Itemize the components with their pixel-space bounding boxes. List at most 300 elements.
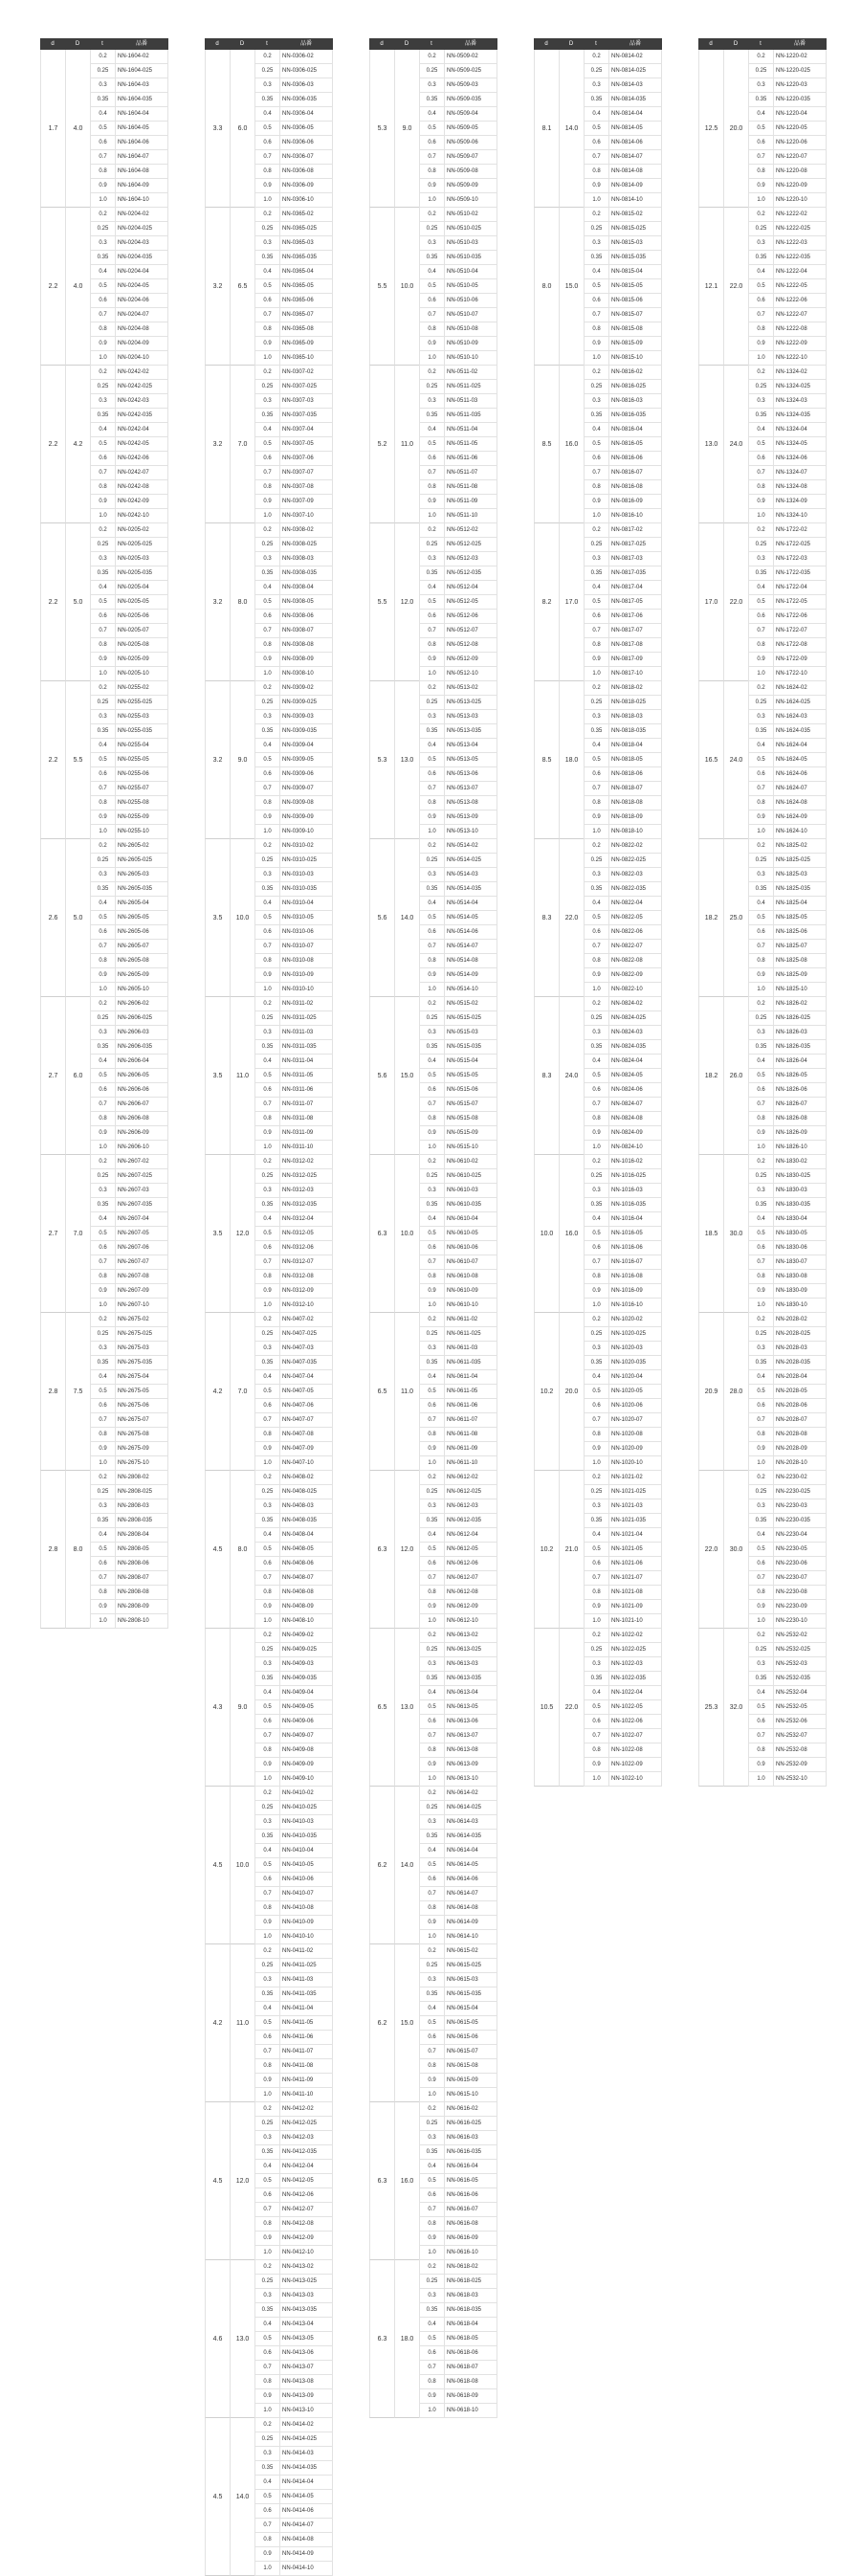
part-number-cell: NN-2028-05 — [773, 1385, 827, 1399]
part-number-cell: NN-0512-04 — [444, 581, 497, 595]
thickness-cell: 0.7 — [254, 1571, 279, 1586]
thickness-cell: 1.0 — [748, 983, 773, 997]
thickness-cell: 0.9 — [254, 1442, 279, 1456]
outer-diameter-cell: 17.0 — [559, 523, 584, 681]
inner-diameter-cell: 5.5 — [369, 208, 394, 366]
thickness-cell: 0.3 — [419, 2289, 444, 2303]
thickness-cell: 0.9 — [254, 337, 279, 351]
part-number-cell: NN-0409-02 — [279, 1629, 333, 1643]
part-number-cell: NN-1624-03 — [773, 710, 827, 724]
part-number-cell: NN-0255-025 — [115, 696, 168, 710]
part-number-cell: NN-0412-05 — [279, 2174, 333, 2188]
part-number-cell: NN-0413-10 — [279, 2404, 333, 2418]
thickness-cell: 0.3 — [254, 1657, 279, 1672]
thickness-cell: 0.2 — [584, 366, 608, 380]
part-number-cell: NN-0410-02 — [279, 1787, 333, 1801]
thickness-cell: 0.9 — [419, 653, 444, 667]
thickness-cell: 0.35 — [419, 724, 444, 739]
thickness-cell: 0.4 — [419, 2318, 444, 2332]
header-0: d — [544, 41, 548, 47]
part-number-cell: NN-0411-025 — [279, 1959, 333, 1973]
thickness-cell: 0.3 — [254, 1499, 279, 1514]
thickness-cell: 0.25 — [254, 538, 279, 552]
part-number-cell: NN-1722-07 — [773, 624, 827, 638]
part-number-cell: NN-1830-10 — [773, 1299, 827, 1313]
part-number-cell: NN-0242-10 — [115, 509, 168, 523]
part-number-cell: NN-2532-04 — [773, 1686, 827, 1700]
outer-diameter-cell: 20.0 — [723, 50, 748, 208]
thickness-cell: 1.0 — [254, 825, 279, 839]
part-number-cell: NN-0510-025 — [444, 222, 497, 236]
thickness-cell: 0.5 — [419, 1069, 444, 1083]
thickness-cell: 0.6 — [90, 136, 115, 150]
size-group — [205, 997, 333, 1155]
inner-diameter-cell: 6.3 — [369, 1155, 394, 1313]
thickness-cell: 0.2 — [90, 997, 115, 1011]
size-group — [40, 1471, 168, 1629]
thickness-cell: 0.6 — [748, 1083, 773, 1098]
size-group — [698, 681, 827, 839]
part-number-cell: NN-0408-025 — [279, 1485, 333, 1499]
thickness-cell: 0.9 — [254, 2547, 279, 2562]
part-number-cell: NN-0510-03 — [444, 236, 497, 251]
thickness-cell: 0.8 — [254, 480, 279, 495]
thickness-cell: 1.0 — [748, 509, 773, 523]
inner-diameter-cell: 8.0 — [534, 208, 559, 366]
thickness-cell: 0.7 — [748, 940, 773, 954]
part-number-cell: NN-1830-08 — [773, 1270, 827, 1284]
thickness-cell: 0.9 — [748, 337, 773, 351]
inner-diameter-cell: 17.0 — [698, 523, 723, 681]
size-group — [369, 997, 497, 1155]
thickness-cell: 1.0 — [254, 1456, 279, 1471]
part-number-cell: NN-0512-03 — [444, 552, 497, 566]
part-number-cell: NN-2808-03 — [115, 1499, 168, 1514]
thickness-cell: 0.35 — [419, 251, 444, 265]
part-number-cell: NN-0204-03 — [115, 236, 168, 251]
part-number-cell: NN-1016-035 — [608, 1198, 662, 1212]
inner-diameter-cell: 4.6 — [205, 2260, 230, 2418]
thickness-cell: 1.0 — [90, 825, 115, 839]
part-number-cell: NN-0514-02 — [444, 839, 497, 854]
thickness-cell: 0.2 — [748, 681, 773, 696]
thickness-cell: 0.8 — [254, 2533, 279, 2547]
thickness-cell: 0.4 — [254, 897, 279, 911]
thickness-cell: 0.2 — [748, 1155, 773, 1169]
part-number-cell: NN-1324-08 — [773, 480, 827, 495]
thickness-cell: 0.7 — [584, 782, 608, 796]
thickness-cell: 0.25 — [584, 1327, 608, 1342]
part-number-cell: NN-2606-09 — [115, 1126, 168, 1141]
thickness-cell: 0.4 — [90, 739, 115, 753]
outer-diameter-cell: 6.5 — [230, 208, 254, 366]
part-number-cell: NN-2675-05 — [115, 1385, 168, 1399]
inner-diameter-cell: 8.5 — [534, 681, 559, 839]
part-number-cell: NN-1604-10 — [115, 193, 168, 208]
thickness-cell: 0.7 — [254, 1255, 279, 1270]
part-number-cell: NN-0815-05 — [608, 279, 662, 294]
part-number-cell: NN-0310-02 — [279, 839, 333, 854]
thickness-cell: 0.35 — [90, 93, 115, 107]
part-number-cell: NN-1020-07 — [608, 1413, 662, 1428]
thickness-cell: 0.3 — [584, 78, 608, 93]
part-number-cell: NN-0307-07 — [279, 466, 333, 480]
part-number-cell: NN-0514-035 — [444, 882, 497, 897]
thickness-cell: 0.25 — [419, 222, 444, 236]
thickness-cell: 0.4 — [419, 581, 444, 595]
part-number-cell: NN-0613-09 — [444, 1758, 497, 1772]
thickness-cell: 0.7 — [254, 466, 279, 480]
part-number-cell: NN-2532-10 — [773, 1772, 827, 1787]
inner-diameter-cell: 18.2 — [698, 997, 723, 1155]
part-number-cell: NN-2230-06 — [773, 1557, 827, 1571]
thickness-cell: 0.7 — [254, 150, 279, 165]
size-group — [40, 1313, 168, 1471]
thickness-cell: 1.0 — [748, 1772, 773, 1787]
part-number-cell: NN-0411-10 — [279, 2088, 333, 2102]
thickness-cell: 0.5 — [419, 753, 444, 767]
thickness-cell: 0.8 — [254, 1270, 279, 1284]
thickness-cell: 0.25 — [748, 1011, 773, 1026]
thickness-cell: 0.25 — [584, 222, 608, 236]
outer-diameter-cell: 12.0 — [230, 2102, 254, 2260]
part-number-cell: NN-0412-07 — [279, 2203, 333, 2217]
part-number-cell: NN-2230-05 — [773, 1543, 827, 1557]
part-number-cell: NN-0509-10 — [444, 193, 497, 208]
part-number-cell: NN-0614-04 — [444, 1844, 497, 1858]
part-number-cell: NN-0255-08 — [115, 796, 168, 811]
thickness-cell: 0.4 — [748, 107, 773, 122]
part-number-cell: NN-0818-05 — [608, 753, 662, 767]
part-number-cell: NN-2532-02 — [773, 1629, 827, 1643]
thickness-cell: 0.8 — [748, 1743, 773, 1758]
part-number-cell: NN-0613-035 — [444, 1672, 497, 1686]
outer-diameter-cell: 11.0 — [394, 366, 419, 523]
size-group — [534, 681, 662, 839]
part-number-cell: NN-0611-07 — [444, 1413, 497, 1428]
part-number-cell: NN-0307-10 — [279, 509, 333, 523]
part-number-cell: NN-1222-02 — [773, 208, 827, 222]
part-number-cell: NN-0618-09 — [444, 2389, 497, 2404]
part-number-cell: NN-2605-06 — [115, 925, 168, 940]
part-number-cell: NN-0614-10 — [444, 1930, 497, 1944]
part-number-cell: NN-0615-035 — [444, 1988, 497, 2002]
part-number-cell: NN-0311-035 — [279, 1040, 333, 1055]
outer-diameter-cell: 5.5 — [65, 681, 90, 839]
part-number-cell: NN-1016-04 — [608, 1212, 662, 1227]
thickness-cell: 0.35 — [254, 724, 279, 739]
thickness-cell: 0.25 — [584, 1011, 608, 1026]
part-number-cell: NN-0312-08 — [279, 1270, 333, 1284]
thickness-cell: 0.9 — [419, 2389, 444, 2404]
inner-diameter-cell: 10.2 — [534, 1313, 559, 1471]
thickness-cell: 0.35 — [254, 1830, 279, 1844]
thickness-cell: 0.4 — [584, 739, 608, 753]
part-number-cell: NN-1220-04 — [773, 107, 827, 122]
part-number-cell: NN-0612-035 — [444, 1514, 497, 1528]
part-number-cell: NN-0817-03 — [608, 552, 662, 566]
thickness-cell: 1.0 — [419, 2088, 444, 2102]
thickness-cell: 1.0 — [90, 1141, 115, 1155]
part-number-cell: NN-0242-06 — [115, 452, 168, 466]
part-number-cell: NN-0612-03 — [444, 1499, 497, 1514]
thickness-cell: 0.9 — [90, 495, 115, 509]
part-number-cell: NN-0309-03 — [279, 710, 333, 724]
part-number-cell: NN-0414-025 — [279, 2432, 333, 2447]
thickness-cell: 0.3 — [90, 1184, 115, 1198]
part-number-cell: NN-2605-10 — [115, 983, 168, 997]
part-number-cell: NN-2028-04 — [773, 1370, 827, 1385]
part-number-cell: NN-0205-04 — [115, 581, 168, 595]
part-number-cell: NN-1020-05 — [608, 1385, 662, 1399]
thickness-cell: 0.6 — [748, 1557, 773, 1571]
part-number-cell: NN-0510-08 — [444, 322, 497, 337]
thickness-cell: 0.4 — [419, 1370, 444, 1385]
thickness-cell: 0.6 — [254, 1241, 279, 1255]
thickness-cell: 0.5 — [254, 2490, 279, 2504]
part-number-cell: NN-0414-09 — [279, 2547, 333, 2562]
thickness-cell: 0.35 — [254, 882, 279, 897]
part-number-cell: NN-0413-04 — [279, 2318, 333, 2332]
thickness-cell: 0.8 — [419, 2217, 444, 2232]
thickness-cell: 0.6 — [90, 452, 115, 466]
part-number-cell: NN-0610-03 — [444, 1184, 497, 1198]
thickness-cell: 0.8 — [584, 1743, 608, 1758]
part-number-cell: NN-0311-10 — [279, 1141, 333, 1155]
part-number-cell: NN-0411-05 — [279, 2016, 333, 2031]
thickness-cell: 0.7 — [419, 1255, 444, 1270]
part-number-cell: NN-0513-025 — [444, 696, 497, 710]
part-number-cell: NN-0306-07 — [279, 150, 333, 165]
inner-diameter-cell: 3.5 — [205, 997, 230, 1155]
part-number-cell: NN-1604-06 — [115, 136, 168, 150]
thickness-cell: 0.3 — [254, 1184, 279, 1198]
part-number-cell: NN-0514-05 — [444, 911, 497, 925]
thickness-cell: 0.2 — [419, 208, 444, 222]
thickness-cell: 0.9 — [254, 1758, 279, 1772]
outer-diameter-cell: 7.5 — [65, 1313, 90, 1471]
outer-diameter-cell: 12.0 — [394, 523, 419, 681]
part-number-cell: NN-1021-10 — [608, 1614, 662, 1629]
thickness-cell: 0.25 — [254, 1959, 279, 1973]
part-number-cell: NN-0308-025 — [279, 538, 333, 552]
outer-diameter-cell: 24.0 — [559, 997, 584, 1155]
thickness-cell: 1.0 — [419, 667, 444, 681]
size-group — [534, 1313, 662, 1471]
thickness-cell: 0.2 — [254, 50, 279, 64]
part-number-cell: NN-1826-09 — [773, 1126, 827, 1141]
thickness-cell: 0.8 — [90, 1112, 115, 1126]
thickness-cell: 0.35 — [90, 1514, 115, 1528]
part-number-cell: NN-2675-09 — [115, 1442, 168, 1456]
thickness-cell: 0.5 — [584, 1069, 608, 1083]
outer-diameter-cell: 16.0 — [394, 2102, 419, 2260]
part-number-cell: NN-1826-05 — [773, 1069, 827, 1083]
inner-diameter-cell: 10.5 — [534, 1629, 559, 1787]
part-number-cell: NN-0824-06 — [608, 1083, 662, 1098]
part-number-cell: NN-0510-07 — [444, 308, 497, 322]
part-number-cell: NN-0309-05 — [279, 753, 333, 767]
thickness-cell: 0.3 — [254, 2447, 279, 2461]
thickness-cell: 0.8 — [748, 638, 773, 653]
size-group — [205, 366, 333, 523]
part-number-cell: NN-0311-09 — [279, 1126, 333, 1141]
thickness-cell: 0.8 — [419, 1586, 444, 1600]
thickness-cell: 0.2 — [419, 1629, 444, 1643]
part-number-cell: NN-0611-05 — [444, 1385, 497, 1399]
thickness-cell: 0.3 — [419, 1499, 444, 1514]
inner-diameter-cell: 8.5 — [534, 366, 559, 523]
header-3: 品番 — [299, 41, 312, 47]
part-number-cell: NN-1722-05 — [773, 595, 827, 610]
part-number-cell: NN-1016-08 — [608, 1270, 662, 1284]
thickness-cell: 0.7 — [748, 1571, 773, 1586]
part-number-cell: NN-0616-09 — [444, 2232, 497, 2246]
part-number-cell: NN-2230-10 — [773, 1614, 827, 1629]
thickness-cell: 0.9 — [419, 337, 444, 351]
part-number-cell: NN-0411-08 — [279, 2059, 333, 2074]
part-number-cell: NN-1022-05 — [608, 1700, 662, 1715]
part-number-cell: NN-0307-06 — [279, 452, 333, 466]
part-number-cell: NN-1020-04 — [608, 1370, 662, 1385]
part-number-cell: NN-0610-035 — [444, 1198, 497, 1212]
part-number-cell: NN-0205-10 — [115, 667, 168, 681]
thickness-cell: 0.3 — [90, 1026, 115, 1040]
part-number-cell: NN-0816-06 — [608, 452, 662, 466]
thickness-cell: 0.7 — [419, 466, 444, 480]
thickness-cell: 0.5 — [254, 753, 279, 767]
thickness-cell: 0.6 — [584, 452, 608, 466]
thickness-cell: 0.9 — [419, 811, 444, 825]
part-number-cell: NN-0307-05 — [279, 437, 333, 452]
thickness-cell: 0.6 — [90, 1241, 115, 1255]
thickness-cell: 1.0 — [584, 1772, 608, 1787]
part-number-cell: NN-0309-10 — [279, 825, 333, 839]
thickness-cell: 0.2 — [419, 1313, 444, 1327]
part-number-cell: NN-1830-04 — [773, 1212, 827, 1227]
part-number-cell: NN-0205-035 — [115, 566, 168, 581]
header-3: 品番 — [793, 41, 806, 47]
part-number-cell: NN-0613-07 — [444, 1729, 497, 1743]
part-number-cell: NN-0613-08 — [444, 1743, 497, 1758]
part-number-cell: NN-0616-06 — [444, 2188, 497, 2203]
outer-diameter-cell: 14.0 — [559, 50, 584, 208]
part-number-cell: NN-2675-08 — [115, 1428, 168, 1442]
thickness-cell: 0.5 — [254, 911, 279, 925]
inner-diameter-cell: 4.5 — [205, 2418, 230, 2576]
outer-diameter-cell: 8.0 — [230, 1471, 254, 1629]
thickness-cell: 1.0 — [419, 509, 444, 523]
thickness-cell: 0.25 — [419, 1959, 444, 1973]
part-number-cell: NN-0205-06 — [115, 610, 168, 624]
inner-diameter-cell: 25.3 — [698, 1629, 723, 1787]
outer-diameter-cell: 11.0 — [230, 997, 254, 1155]
thickness-cell: 0.2 — [254, 523, 279, 538]
inner-diameter-cell: 2.2 — [40, 208, 65, 366]
thickness-cell: 0.2 — [419, 2102, 444, 2117]
thickness-cell: 0.9 — [584, 495, 608, 509]
thickness-cell: 1.0 — [90, 509, 115, 523]
thickness-cell: 0.5 — [254, 279, 279, 294]
thickness-cell: 0.3 — [254, 394, 279, 409]
inner-diameter-cell: 6.2 — [369, 1944, 394, 2102]
part-number-cell: NN-1830-07 — [773, 1255, 827, 1270]
inner-diameter-cell: 6.2 — [369, 1787, 394, 1944]
part-number-cell: NN-2606-04 — [115, 1055, 168, 1069]
outer-diameter-cell: 14.0 — [394, 1787, 419, 1944]
part-number-cell: NN-0509-05 — [444, 122, 497, 136]
thickness-cell: 0.35 — [254, 251, 279, 265]
part-number-cell: NN-1722-025 — [773, 538, 827, 552]
thickness-cell: 0.25 — [90, 1485, 115, 1499]
size-group — [534, 208, 662, 366]
thickness-cell: 0.25 — [90, 538, 115, 552]
thickness-cell: 0.7 — [748, 624, 773, 638]
part-number-cell: NN-0814-04 — [608, 107, 662, 122]
part-number-cell: NN-0407-10 — [279, 1456, 333, 1471]
thickness-cell: 0.4 — [254, 1212, 279, 1227]
part-number-cell: NN-0511-035 — [444, 409, 497, 423]
part-number-cell: NN-1021-03 — [608, 1499, 662, 1514]
part-number-cell: NN-2808-035 — [115, 1514, 168, 1528]
thickness-cell: 0.9 — [254, 968, 279, 983]
part-number-cell: NN-0413-07 — [279, 2361, 333, 2375]
thickness-cell: 0.4 — [419, 423, 444, 437]
part-number-cell: NN-2607-035 — [115, 1198, 168, 1212]
part-number-cell: NN-0818-02 — [608, 681, 662, 696]
thickness-cell: 0.4 — [419, 739, 444, 753]
thickness-cell: 0.5 — [584, 437, 608, 452]
header-1: D — [75, 41, 80, 47]
part-number-cell: NN-0824-035 — [608, 1040, 662, 1055]
thickness-cell: 0.2 — [254, 2102, 279, 2117]
thickness-cell: 0.6 — [254, 1873, 279, 1887]
thickness-cell: 0.9 — [748, 1600, 773, 1614]
part-number-cell: NN-1021-02 — [608, 1471, 662, 1485]
thickness-cell: 0.6 — [254, 925, 279, 940]
inner-diameter-cell: 6.3 — [369, 1471, 394, 1629]
thickness-cell: 0.2 — [584, 208, 608, 222]
thickness-cell: 0.4 — [419, 265, 444, 279]
part-number-cell: NN-0515-10 — [444, 1141, 497, 1155]
part-number-cell: NN-0310-10 — [279, 983, 333, 997]
part-number-cell: NN-0307-09 — [279, 495, 333, 509]
thickness-cell: 0.25 — [419, 854, 444, 868]
part-number-cell: NN-0413-06 — [279, 2346, 333, 2361]
outer-diameter-cell: 7.0 — [230, 366, 254, 523]
thickness-cell: 0.4 — [254, 423, 279, 437]
outer-diameter-cell: 10.0 — [394, 1155, 419, 1313]
inner-diameter-cell: 3.2 — [205, 208, 230, 366]
thickness-cell: 0.9 — [419, 1600, 444, 1614]
thickness-cell: 0.6 — [748, 452, 773, 466]
part-number-cell: NN-0817-06 — [608, 610, 662, 624]
thickness-cell: 0.35 — [419, 2303, 444, 2318]
part-number-cell: NN-1624-035 — [773, 724, 827, 739]
header-2: t — [266, 41, 268, 47]
part-number-cell: NN-0414-02 — [279, 2418, 333, 2432]
part-number-cell: NN-0611-09 — [444, 1442, 497, 1456]
thickness-cell: 0.35 — [419, 1514, 444, 1528]
inner-diameter-cell: 22.0 — [698, 1471, 723, 1629]
thickness-cell: 0.2 — [419, 2260, 444, 2275]
thickness-cell: 0.8 — [419, 2375, 444, 2389]
part-number-cell: NN-0816-02 — [608, 366, 662, 380]
part-number-cell: NN-2605-02 — [115, 839, 168, 854]
thickness-cell: 0.9 — [748, 179, 773, 193]
part-number-cell: NN-0511-07 — [444, 466, 497, 480]
thickness-cell: 0.35 — [254, 1514, 279, 1528]
